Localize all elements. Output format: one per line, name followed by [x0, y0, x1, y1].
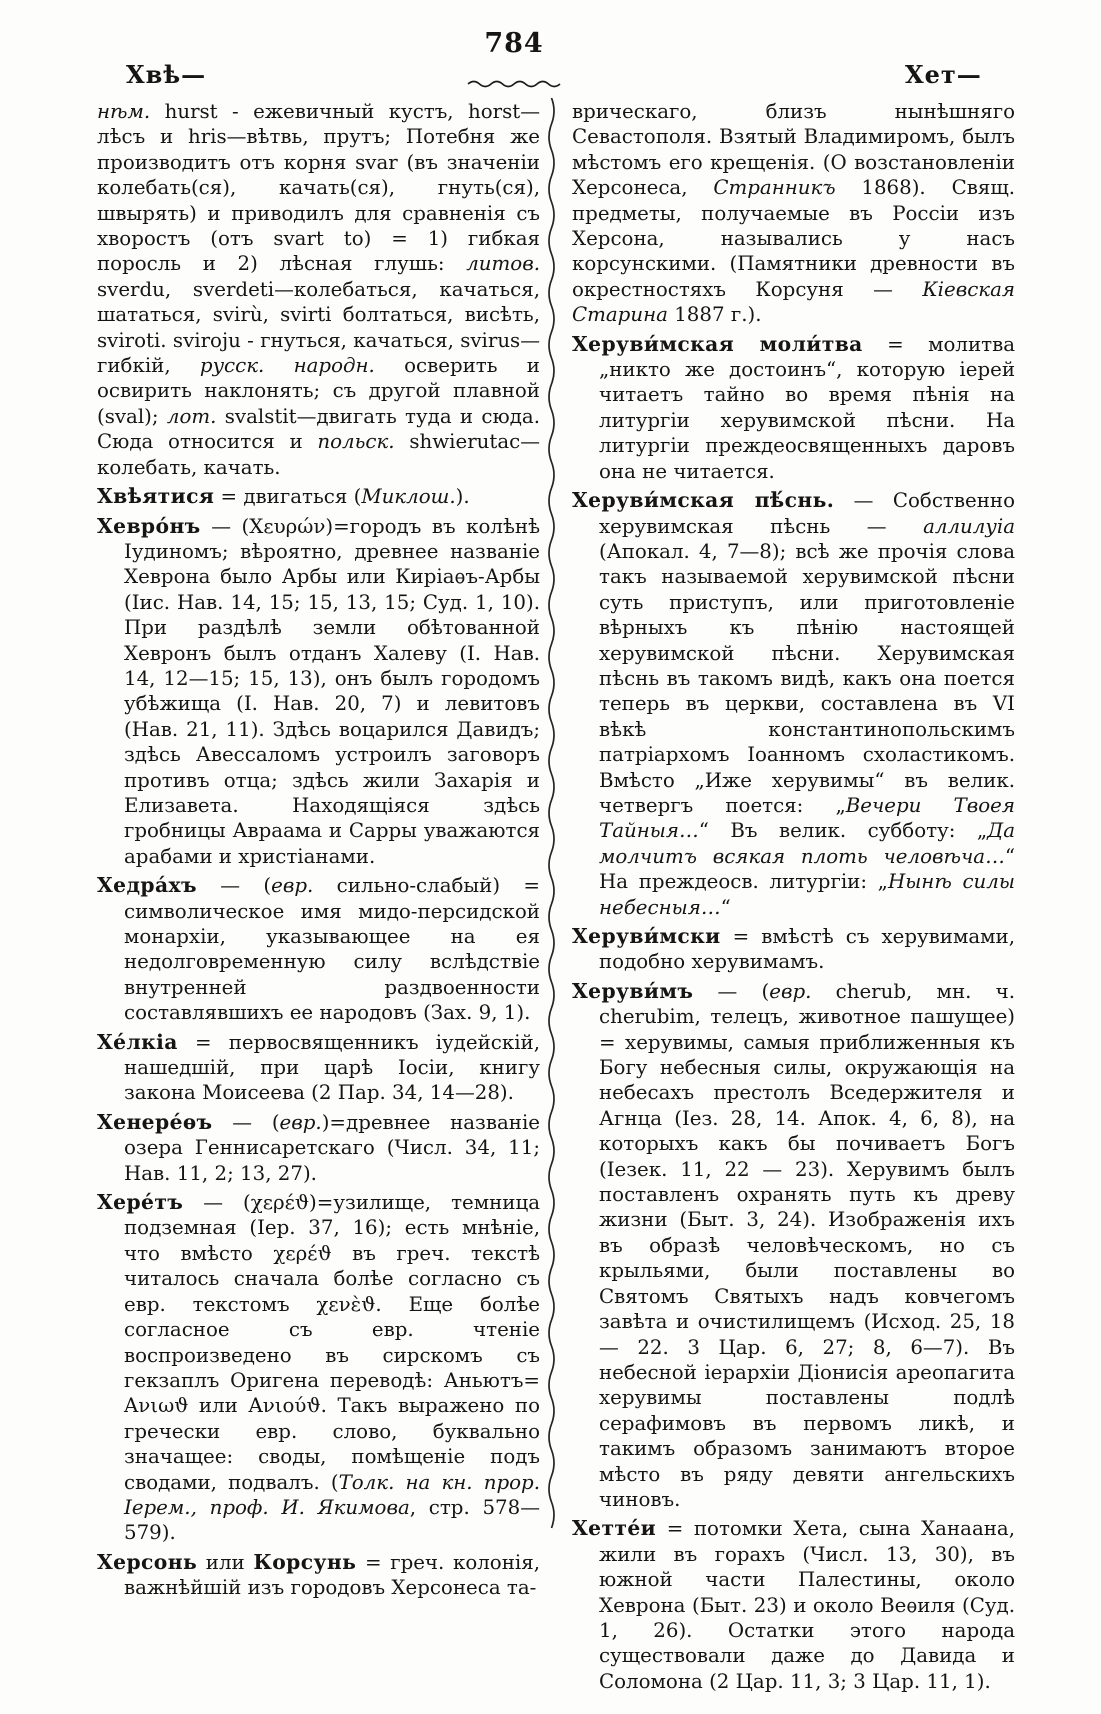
- running-head-left: Хвѣ—: [126, 60, 207, 89]
- entry-headword: Хетте́и: [572, 1516, 657, 1541]
- text-run: cherub, мн. ч. cherubim, телецъ, животное пашущее) = херувимы, самыя приближенныя къ Богу небесныя силы, окружающія на небесахъ престолъ Вседержителя и Агнца (Іез. 28, 14. Апок. 4, 6, 8), на которыхъ какъ бы почиваетъ Богъ (Іезек. 11, 22 — 23). Херувимъ былъ поставленъ охранять путь къ древу жизни (Быт. 3, 24). Изображенія ихъ въ образѣ человѣческомъ, но съ крыльями, были поставлены во Святомъ Святыхъ надъ ковчегомъ завѣта и очистилищемъ (Исход. 25, 18 — 22. 3 Цар. 6, 27; 8, 6—7). Въ небесной іерархіи Діонисія ареопагита херувимы поставлены подлѣ серафимовъ въ первомъ ликѣ, и такимъ образомъ занимаютъ второе мѣсто въ ряду девяти ангельскихъ чиновъ.: [599, 979, 1016, 1511]
- text-run: = двигаться (: [214, 485, 362, 509]
- entry-headword: Хедра́хъ: [97, 873, 197, 898]
- entry-headword: Херуви́мски: [572, 924, 721, 948]
- dictionary-entry: [97, 1110, 540, 1186]
- running-head-right: Хет—: [905, 60, 982, 89]
- text-run: осверить и освирить наклонять; съ другой плавной (sval);: [97, 354, 540, 428]
- dictionary-entry: [572, 488, 1015, 920]
- italic-text-run: Странникъ: [713, 176, 836, 200]
- entry-headword: Хвѣятися: [97, 484, 215, 509]
- text-run: = потомки Хета, сына Ханаана, жили въ горахъ (Числ. 13, 30), въ южной части Палестины, около Хеврона (Быт. 23) и около Веѳиля (Суд. 1, 26). Остатки этого народа существовали даже до Давида и Соломона (2 Цар. 11, 3; 3 Цар. 11, 1).: [599, 1517, 1015, 1693]
- dictionary-entry: [97, 1550, 540, 1601]
- dictionary-entry: [97, 1030, 540, 1106]
- text-run: — Собственно херувимская пѣснь —: [599, 489, 1015, 538]
- italic-text-run: польск.: [317, 430, 395, 454]
- entry-headword: Хере́тъ: [97, 1190, 184, 1215]
- text-run: hurst - ежевичный кустъ, horst—лѣсъ и hris—вѣтвь, прутъ; Потебня же производитъ отъ корня svar (въ значеніи колебать(ся), качать(ся), гнуть(ся), швырять) и приводилъ для сравненія съ хворостъ (отъ svart to) = 1) гибкая поросль и 2) лѣсная глушь:: [97, 100, 540, 276]
- dictionary-entry: [572, 979, 1015, 1513]
- text-run: “: [720, 895, 731, 919]
- italic-text-run: Да молчитъ всякая плоть человѣча…: [599, 819, 1015, 868]
- text-run: (Апокал. 4, 7—8); всѣ же прочія слова такъ называемой херувимской пѣсни суть приступъ, или приготовленіе вѣрныхъ къ пѣнію настоящей херувимской пѣсни. Херувимская пѣснь въ такомъ видѣ, какъ она поется теперь въ церкви, составлена въ VI вѣкѣ константинопольскимъ патріархомъ Іоанномъ схоластикомъ. Вмѣсто „Иже херувимы“ въ велик. четвергъ поется: „: [599, 539, 1015, 817]
- italic-text-run: евр.: [271, 874, 314, 898]
- italic-text-run: Толк. на кн. прор. Іерем., проф. И. Якимова: [124, 1470, 540, 1519]
- text-run: — (χερέϑ)=узилище, темница подземная (Іер. 37, 16); есть мнѣніе, что вмѣсто χερέϑ въ греч. текстѣ читалось сначала болѣе согласно съ евр. текстомъ χενὲϑ. Еще болѣе согласное съ евр. чтеніе воспроизведено въ сирскомъ съ гекзаплъ Оригена переводѣ: Аньютъ= Ανιωϑ или Ανιούϑ. Такъ выражено по гречески евр. слово, буквально значащее: своды, помѣщеніе подъ сводами, подвалъ. (: [124, 1191, 540, 1494]
- italic-text-run: Кіевская Старина: [572, 277, 1015, 327]
- text-run: shwierutac—колебать, качать.: [97, 430, 540, 479]
- text-run: — (: [212, 1110, 280, 1134]
- right-column: [572, 99, 1015, 1694]
- text-run: сильно-слабый) = символическое имя мидо-персидской монархіи, указывающее на ея недолговременную силу вслѣдствіе внутренней раздвоенности составлявшихъ ее народовъ (Зах. 9, 1).: [124, 874, 540, 1025]
- text-run: ).: [455, 485, 470, 509]
- text-run: 1887 г.).: [667, 303, 762, 327]
- text-run: или: [197, 1550, 254, 1574]
- italic-text-run: нѣм.: [97, 100, 151, 123]
- text-run: svalstit—двигать туда и сюда. Сюда относится и: [97, 404, 540, 454]
- italic-text-run: евр.: [279, 1110, 322, 1134]
- text-run: — (: [196, 874, 272, 898]
- text-run: = первосвященникъ іудейскій, нашедшій, при царѣ Іосіи, книгу закона Моисеева (2 Пар. 34, 14—28).: [124, 1030, 540, 1105]
- italic-text-run: Миклош.: [361, 485, 456, 509]
- dictionary-entry: [97, 873, 540, 1025]
- continuation-paragraph: [572, 99, 1015, 328]
- text-run: врическаго, близъ нынѣшняго Севастополя. Взятый Владимиромъ, былъ мѣстомъ его крещенія. (О возстановленіи Херсонеса,: [572, 100, 1015, 200]
- text-run: “ На преждеосв. литургіи: „: [599, 844, 1015, 894]
- continuation-paragraph: [97, 99, 540, 480]
- text-run: “ Въ велик. субботу: „: [698, 819, 988, 843]
- italic-text-run: Нынѣ силы небесныя…: [599, 870, 1015, 919]
- entry-headword: Хевро́нъ: [97, 513, 201, 538]
- text-run: — (: [693, 979, 770, 1003]
- entry-headword: Корсунь: [253, 1549, 357, 1574]
- column-divider-wavy-line: [546, 98, 558, 1543]
- page-number: 784: [484, 28, 544, 59]
- text-run: 1868). Свящ. предметы, получаемые въ Россіи изъ Херсона, назывались у насъ корсунскими. (Памятники древности въ окрестностяхъ Корсуня —: [572, 176, 1016, 301]
- text-run: )=древнее названіе озера Геннисаретскаго (Числ. 34, 11; Нав. 11, 2; 13, 27).: [124, 1110, 540, 1185]
- italic-text-run: русск. народн.: [199, 354, 375, 378]
- dictionary-entry: [572, 1516, 1015, 1694]
- text-run: = вмѣстѣ съ херувимами, подобно херувимамъ.: [599, 925, 1015, 974]
- text-run: sverdu, sverdeti—колебаться, качаться, шататься, svirù, svirti болтаться, висѣть, sviroti. sviroju - гнуться, качаться, svirus—гибкій,: [97, 277, 540, 378]
- dictionary-entry: [572, 332, 1015, 484]
- entry-headword: Хе́лкіа: [97, 1029, 178, 1054]
- italic-text-run: Вечери Твоея Тайныя…: [599, 793, 1015, 843]
- text-run: — (Χευρών)=городъ въ колѣнѣ Іудиномъ; вѣроятно, древнее названіе Хеврона было Арбы или Киріаѳъ-Арбы (Іис. Нав. 14, 15; 15, 13, 15; Суд. 1, 10). При раздѣлѣ земли обѣтованной Хевронъ былъ отданъ Халеву (І. Нав. 14, 12—15; 15, 13), онъ былъ городомъ убѣжища (І. Нав. 20, 7) и левитовъ (Нав. 21, 11). Здѣсь воцарился Давидъ; здѣсь Авессаломъ устроилъ заговоръ противъ отца; здѣсь жили Захарія и Елизавета. Находящіяся здѣсь гробницы Авраама и Сарры уважаются арабами и христіанами.: [124, 514, 540, 868]
- dictionary-entry: [97, 484, 540, 509]
- italic-text-run: лот.: [166, 404, 217, 428]
- italic-text-run: евр.: [769, 979, 812, 1003]
- entry-headword: Херуви́мская моли́тва: [572, 331, 863, 356]
- left-column: [97, 99, 540, 1601]
- text-run: , стр. 578—579).: [124, 1495, 541, 1545]
- entry-headword: Херуви́мъ: [572, 978, 694, 1003]
- italic-text-run: литов.: [466, 252, 540, 276]
- text-run: = молитва „никто же достоинъ“, которую іерей читаетъ тайно во время пѣнія на литургіи херувимской пѣсни. На литургіи преждеосвященныхъ даровъ она не читается.: [599, 332, 1016, 483]
- text-run: = греч. колонія, важнѣйшій изъ городовъ Херсонеса та-: [124, 1550, 540, 1600]
- entry-headword: Хенере́ѳъ: [97, 1109, 213, 1134]
- entry-headword: Херсонь: [97, 1549, 198, 1574]
- italic-text-run: аллилуіа: [923, 514, 1015, 538]
- dictionary-entry: [97, 514, 540, 870]
- dictionary-entry: [572, 924, 1015, 975]
- entry-headword: Херуви́мская пѣ́снь.: [572, 488, 835, 513]
- dictionary-entry: [97, 1190, 540, 1546]
- page-number-flourish-squiggle: [467, 78, 561, 90]
